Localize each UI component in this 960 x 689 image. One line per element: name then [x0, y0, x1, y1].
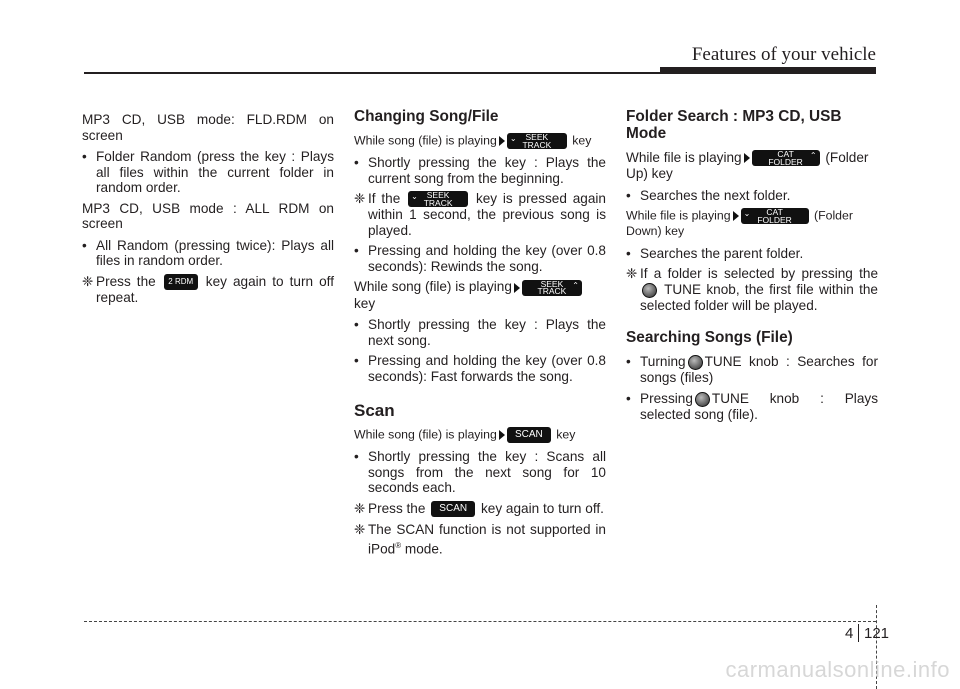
- header-rule: [84, 72, 876, 74]
- right-arrow-icon: [733, 211, 739, 221]
- section-heading: Folder Search : MP3 CD, USB Mode: [626, 108, 842, 142]
- column-2: [354, 108, 606, 562]
- page-number-separator: [858, 624, 859, 642]
- bullet-item: • Searches the next folder.: [626, 187, 791, 203]
- note-item: ❈ Press the 2 RDM key again to turn off repeat.: [82, 273, 334, 305]
- footer-rule: [84, 621, 876, 622]
- bullet-item: • Pressing and holding the key (over 0.8 seconds): Fast forwards the song.: [354, 353, 606, 384]
- section-heading: Changing Song/File: [354, 108, 499, 125]
- chapter-number: 4: [845, 625, 854, 642]
- right-arrow-icon: [499, 430, 505, 440]
- note-item: ❈ If a folder is selected by pressing the TUNE knob, the first file within the selected folder will be played.: [626, 266, 878, 313]
- cat-folder-down-key-icon: ⌄ CAT FOLDER: [741, 208, 809, 224]
- note-item: ❈ If the ⌄ SEEK TRACK key is pressed again within 1 second, the previous song is played.: [354, 190, 606, 238]
- bullet-item: • Pressing and holding the key (over 0.8 seconds): Rewinds the song.: [354, 243, 606, 274]
- cat-folder-up-key-icon: CAT FOLDER ⌃: [752, 150, 820, 166]
- bullet-item: • Pressing TUNE knob : Plays selected song (file).: [626, 390, 878, 422]
- section-heading: Searching Songs (File): [626, 329, 793, 347]
- bullet-item: • Folder Random (press the key : Plays all files within the current folder in random order.: [82, 149, 334, 195]
- seek-track-down-key-icon: ⌄ SEEK TRACK: [408, 191, 468, 207]
- tune-knob-icon: [642, 283, 657, 298]
- bullet-item: • Shortly pressing the key : Scans all songs from the next song for 10 seconds each.: [354, 449, 606, 496]
- section-heading: Scan: [354, 401, 395, 421]
- right-arrow-icon: [744, 153, 750, 163]
- scan-key-icon: SCAN: [507, 427, 551, 443]
- page-number: 121: [864, 625, 890, 642]
- column-3: [626, 108, 878, 427]
- bullet-item: • All Random (pressing twice): Plays all files in random order.: [82, 237, 334, 268]
- instruction-line: While file is playing CAT FOLDER ⌃ (Folder Up) key: [626, 149, 869, 182]
- instruction-line: While song (file) is playing SEEK TRACK ⌃ key: [354, 279, 606, 311]
- scan-key-icon: SCAN: [431, 501, 475, 517]
- bullet-item: • Shortly pressing the key : Plays the next song.: [354, 317, 606, 348]
- rdm-key-icon: 2 RDM: [164, 274, 198, 290]
- note-item: ❈ The SCAN function is not supported in iPod® mode.: [354, 522, 606, 557]
- bullet-item: • Searches the parent folder.: [626, 245, 804, 261]
- page-header-title: Features of your vehicle: [691, 44, 876, 65]
- tune-knob-icon: [688, 355, 703, 370]
- right-arrow-icon: [514, 283, 520, 293]
- mode-paragraph: MP3 CD, USB mode: FLD.RDM on screen: [82, 112, 334, 143]
- column-1: [82, 112, 334, 310]
- bullet-item: • Shortly pressing the key : Plays the current song from the beginning.: [354, 155, 606, 186]
- instruction-line: While song (file) is playing ⌄ SEEK TRACK key: [354, 132, 592, 150]
- bullet-item: • Turning TUNE knob : Searches for songs (files): [626, 354, 878, 386]
- seek-track-down-key-icon: ⌄ SEEK TRACK: [507, 133, 567, 149]
- seek-track-up-key-icon: SEEK TRACK ⌃: [522, 280, 582, 296]
- instruction-line: While song (file) is playing SCAN key: [354, 427, 576, 442]
- tune-knob-icon: [695, 392, 710, 407]
- note-item: ❈ Press the SCAN key again to turn off.: [354, 500, 604, 516]
- mode-paragraph: MP3 CD, USB mode : ALL RDM on screen: [82, 200, 334, 231]
- instruction-line: While file is playing ⌄ CAT FOLDER (Folder Down) key: [626, 207, 853, 239]
- right-arrow-icon: [499, 136, 505, 146]
- watermark: carmanualsonline.info: [725, 657, 950, 682]
